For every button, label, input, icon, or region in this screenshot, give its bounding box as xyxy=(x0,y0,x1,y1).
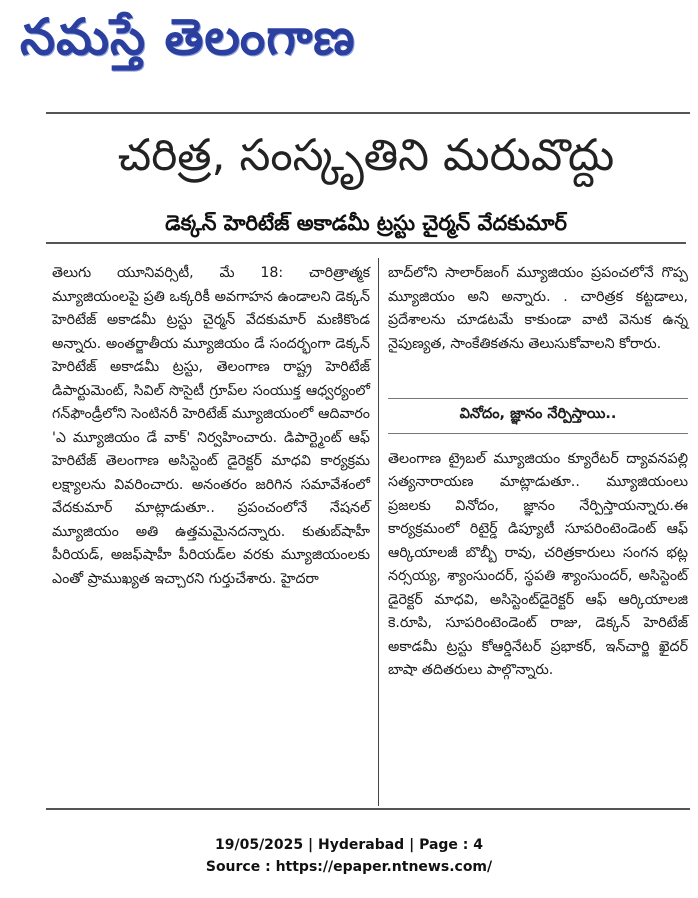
article-headline: చరిత్ర, సంస్కృతిని మరువొద్దు xyxy=(117,130,615,181)
article-subheading: వినోదం, జ్ఞానం నేర్పిస్తాయి.. xyxy=(388,398,688,434)
article-body-paragraph: బాద్‌లోని సాలార్‌జంగ్ మ్యూజియం ప్రపంచలోనే గొప్ప మ్యూజియం అని అన్నారు. . చారిత్రక కట్టడాలు, ప్రదేశాలను చూడటమే కాకుండా వాటి వెనుక ఉన్న నైపుణ్యత, సాంకేతికతను తెలుసుకోవాలని కోరారు. xyxy=(388,265,688,352)
source-link[interactable]: Source : https://epaper.ntnews.com/ xyxy=(205,859,493,875)
article-subheadline-block xyxy=(46,208,686,244)
article-body-paragraph: తెలంగాణ ట్రైబల్ మ్యూజియం క్యూరేటర్ ద్యావనపల్లి సత్యనారాయణ మాట్లాడుతూ.. మ్యూజియంలు ప్రజలకు వినోదం, జ్ఞానం నేర్పిస్తాయన్నారు.ఈ కార్యక్రమంలో రిటైర్డ్ డిప్యూటీ సూపరింటెండెంట్ ఆఫ్ ఆర్కియాలజీ బొబ్బీ రావు, చరిత్రకారులు సంగన భట్ల నర్సయ్య, శ్యాంసుందర్, స్థపతి శ్యాంసుందర్, అసిస్టెంట్ డైరెక్టర్ మాధవి, అసిస్టెంట్‌డైరెక్టర్ ఆఫ్ ఆర్కియాలజి కె.రూపి, సూపరింటెండెంట్ రాజు, డెక్కన్ హెరిటేజ్ అకాడమీ ట్రస్టు కోఆర్డినేటర్ ప్రభాకర్, ఇన్‌చార్జి ఖైదర్ బాషా తదితరులు పాల్గొన్నారు. xyxy=(388,450,688,678)
edition-info: 19/05/2025 | Hyderabad | Page : 4 xyxy=(214,837,484,853)
page-footer xyxy=(0,834,698,878)
column-divider xyxy=(378,258,379,806)
article-column-right xyxy=(388,262,688,683)
article-subheadline: డెక్కన్ హెరిటేజ్ అకాడమీ ట్రస్టు చైర్మన్ వేదకుమార్ xyxy=(165,211,567,235)
divider xyxy=(46,112,690,114)
article-column-left xyxy=(52,262,370,591)
divider xyxy=(46,808,690,810)
article-body-paragraph: తెలుగు యూనివర్సిటీ, మే 18: చారిత్రాత్మక మ్యూజియంలపై ప్రతి ఒక్కరికీ అవగాహన ఉండాలని డెక్కన్ హెరిటేజ్ అకాడమీ ట్రస్టు చైర్మన్ వేదకుమార్ మణికొండ అన్నారు. అంతర్జాతీయ మ్యూజియం డే సందర్భంగా డెక్కన్ హెరిటేజ్ అకాడమీ ట్రస్టు, తెలంగాణ రాష్ట్ర హెరిటేజ్ డిపార్టుమెంట్, సివిల్ సొసైటీ గ్రూప్‌ల సంయుక్త ఆధ్వర్యంలో గన్‌ఫౌండ్రీలోని సెంటినరీ హెరిటేజ్ మ్యూజియంలో ఆదివారం 'ఎ మ్యూజియం డే వాక్' నిర్వహించారు. డిపార్ట్మెంట్ ఆఫ్ హెరిటేజ్ తెలంగాణ అసిస్టెంట్ డైరెక్టర్ మాధవి కార్యక్రమ లక్ష్యాలను వివరించారు. అనంతరం జరిగిన సమావేశంలో వేదకుమార్ మాట్లాడుతూ.. ప్రపంచంలోనే నేషనల్ మ్యూజియం అతి ఉత్తమమైనదన్నారు. కుతుబ్‌షాహీ పీరియడ్, అజఫ్‌షాహీ పీరియడ్‌ల వరకు మ్యూజియంలకు ఎంతో ప్రాముఖ్యత ఇచ్చారని గుర్తుచేశారు. హైదరా xyxy=(52,265,370,587)
masthead-logo: నమస్తే తెలంగాణ xyxy=(20,7,356,66)
divider xyxy=(46,242,686,244)
